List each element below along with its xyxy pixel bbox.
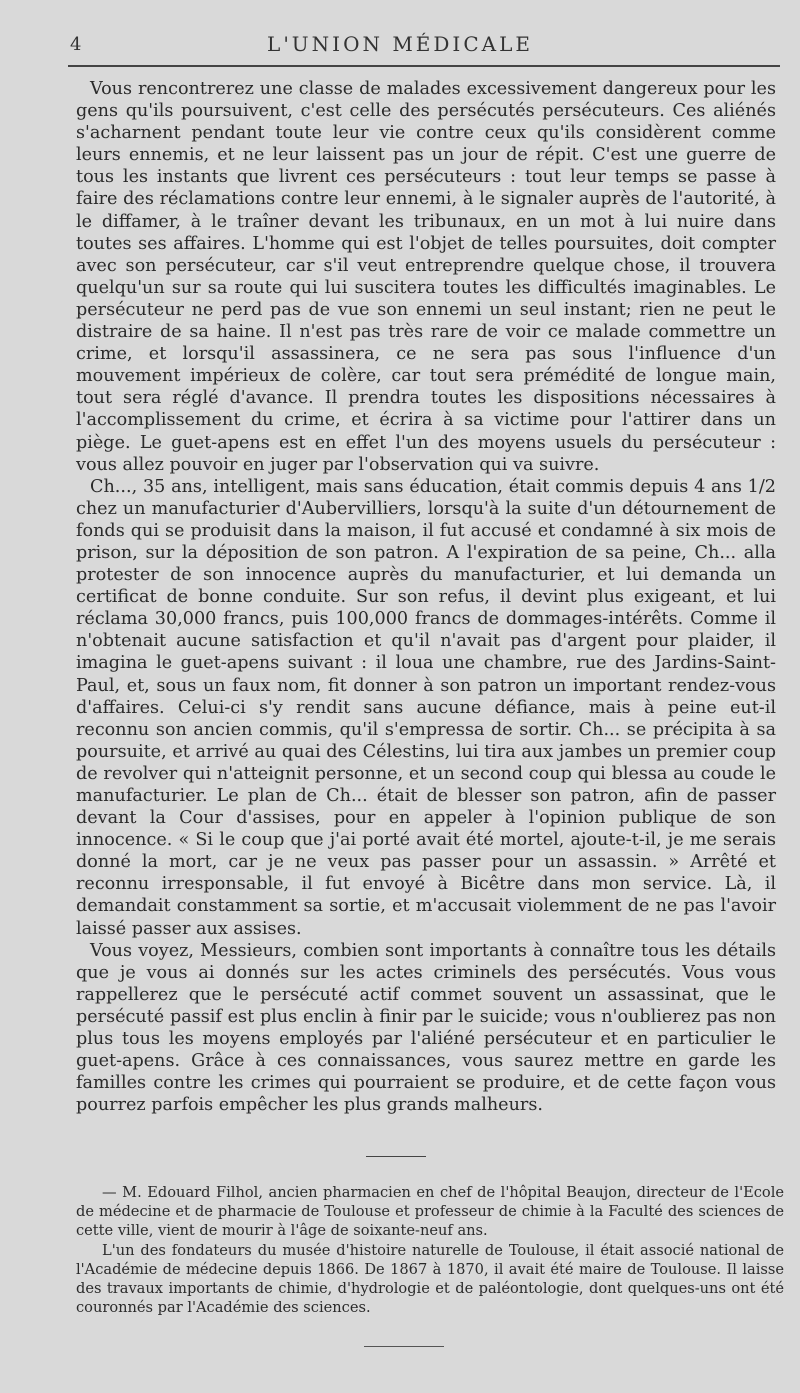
notice-paragraph-1: — M. Edouard Filhol, ancien pharmacien en chef de l'hôpital Beaujon, directeur de l'Ecole de médecine et de pharmacie de Toulouse et professeur de chimie à la Faculté des sciences de cette ville, vient de mourir à l'âge de soixante-neuf ans. [76,1184,784,1240]
page-header [0,28,800,68]
paragraph-observation: Ch..., 35 ans, intelligent, mais sans éducation, était commis depuis 4 ans 1/2 chez un manufacturier d'Aubervilliers, lorsqu'à la suite d'un détournement de fonds qui se produisit dans la maison, il fut accusé et condamné à six mois de prison, sur la déposition de son patron. A l'expiration de sa peine, Ch... alla protester de son innocence auprès du manufacturier, et lui demanda un certificat de bonne conduite. Sur son refus, il devint plus exigeant, et lui réclama 30,000 francs, puis 100,000 francs de dommages-intérêts. Comme il n'obtenait aucune satisfaction et qu'il n'avait pas d'argent pour plaider, il imagina le guet-apens suivant : il loua une chambre, rue des Jardins-Saint-Paul, et, sous un faux nom, fit donner à son patron un important rendez-vous d'affaires. Celui-ci s'y rendit sans aucune défiance, mais à peine eut-il reconnu son ancien commis, qu'il s'empressa de sortir. Ch... se précipita à sa poursuite, et arrivé au quai des Célestins, lui tira aux jambes un premier coup de revolver qui n'atteignit personne, et un second coup qui blessa au coude le manufacturier. Le plan de Ch... était de blesser son patron, afin de passer devant la Cour d'assises, pour en appeler à l'opinion publique de son innocence. « Si le coup que j'ai porté avait été mortel, ajoute-t-il, je me serais donné la mort, car je ne veux pas passer pour un assassin. » Arrêté et reconnu irresponsable, il fut envoyé à Bicêtre dans mon service. Là, il demandait constamment sa sortie, et m'accusait violemment de ne pas l'avoir laissé passer aux assises. [76,476,776,939]
paragraph-conclusion: Vous voyez, Messieurs, combien sont importants à connaître tous les détails que je vous ai donnés sur les actes criminels des persécutés. Vous vous rappellerez que le persécuté actif commet souvent un assassinat, que le persécuté passif est plus enclin à finir par le suicide; vous n'oublierez pas non plus tous les moyens employés par l'aliéné persécuteur et en particulier le guet-apens. Grâce à ces connaissances, vous saurez mettre en garde les familles contre les crimes qui pourraient se produire, et de cette façon vous pourrez parfois empêcher les plus grands malheurs. [76,940,776,1116]
paragraph-persecuteurs: Vous rencontrerez une classe de malades excessivement dangereux pour les gens qu'ils poursuivent, c'est celle des persécutés persécuteurs. Ces aliénés s'acharnent pendant toute leur vie contre ceux qu'ils considèrent comme leurs ennemis, et ne leur laissent pas un jour de répit. C'est une guerre de tous les instants que livrent ces persécuteurs : tout leur temps se passe à faire des réclamations contre leur ennemi, à le signaler auprès de l'autorité, à le diffamer, à le traîner devant les tribunaux, en un mot à lui nuire dans toutes ses affaires. L'homme qui est l'objet de telles poursuites, doit compter avec son persécuteur, car s'il veut entreprendre quelque chose, il trouvera quelqu'un sur sa route qui lui suscitera toutes les difficultés imaginables. Le persécuteur ne perd pas de vue son ennemi un seul instant; rien ne peut le distraire de sa haine. Il n'est pas très rare de voir ce malade commettre un crime, et lorsqu'il assassinera, ce ne sera pas sous l'influence d'un mouvement impérieux de colère, car tout sera prémédité de longue main, tout sera réglé d'avance. Il prendra toutes les dispositions nécessaires à l'accomplissement du crime, et écrira à sa victime pour l'attirer dans un piège. Le guet-apens est en effet l'un des moyens usuels du persécuteur : vous allez pouvoir en juger par l'observation qui va suivre. [76,79,776,475]
header-rule [68,65,780,67]
article-body [76,78,776,1116]
bottom-separator [364,1346,444,1347]
section-separator [366,1156,426,1157]
obituary-notice [76,1183,784,1317]
notice-paragraph-2: L'un des fondateurs du musée d'histoire naturelle de Toulouse, il était associé national de l'Académie de médecine depuis 1866. De 1867 à 1870, il avait été maire de Toulouse. Il laisse des travaux importants de chimie, d'hydrologie et de paléontologie, dont quelques-uns ont été couronnés par l'Académie des sciences. [76,1241,784,1317]
running-title: L'UNION MÉDICALE [267,32,533,56]
page-number: 4 [70,34,82,55]
